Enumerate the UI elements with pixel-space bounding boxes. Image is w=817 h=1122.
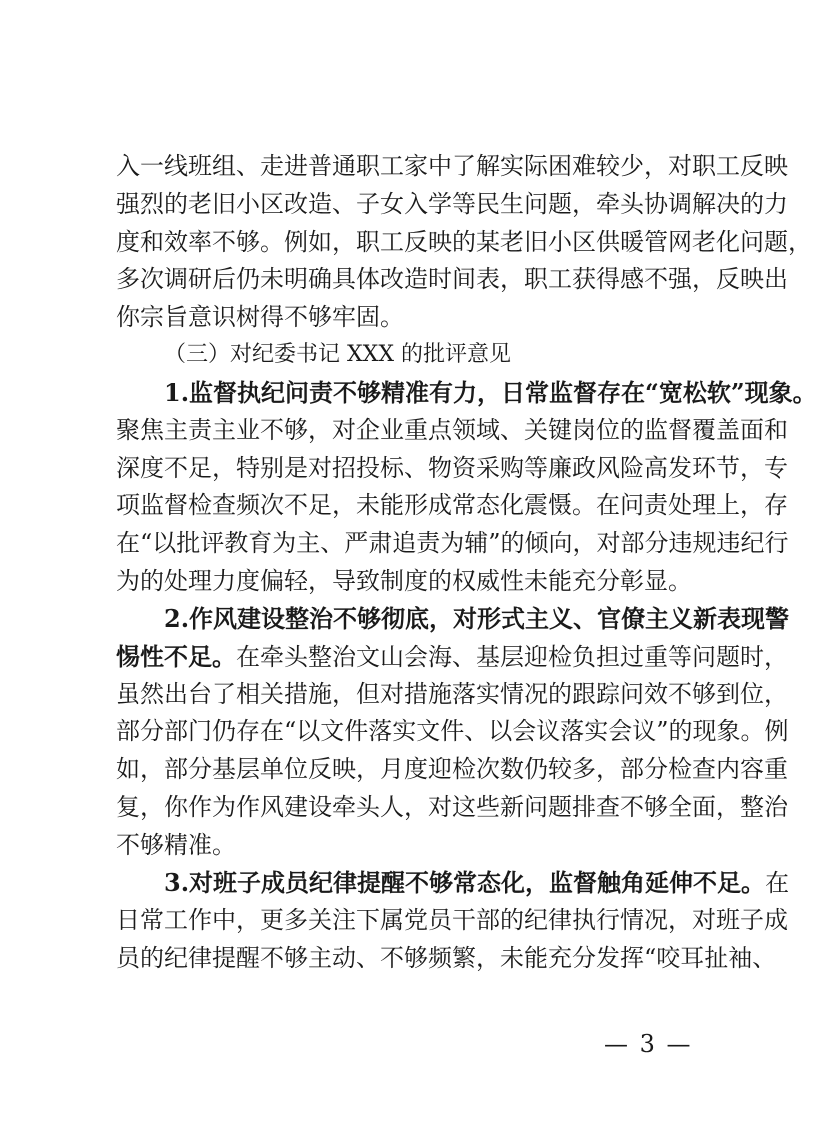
item-1-lead: 1.监督执纪问责不够精准有力，日常监督存在“宽松软”现象。	[164, 378, 817, 407]
text-line: 强烈的老旧小区改造、子女入学等民生问题，牵头协调解决的力	[116, 189, 788, 218]
text-line: 为的处理力度偏轻，导致制度的权威性未能充分彰显。	[116, 566, 692, 595]
item-2-lead-cont: 惕性不足。	[116, 641, 236, 671]
text-line: 聚焦主责主业不够，对企业重点领域、关键岗位的监督覆盖面和	[116, 415, 788, 444]
text-line: 度和效率不够。例如，职工反映的某老旧小区供暖管网老化问题，	[116, 227, 812, 256]
text-line: 在“以批评教育为主、严肃追责为辅”的倾向，对部分违规违纪行	[116, 529, 789, 558]
text-line: 日常工作中，更多关注下属党员干部的纪律执行情况，对班子成	[116, 905, 788, 934]
item-3	[116, 864, 790, 977]
text-line: 项监督检查频次不足，未能形成常态化震慑。在问责处理上，存	[116, 491, 788, 520]
item-3-lead: 3.对班子成员纪律提醒不够常态化，监督触角延伸不足。	[164, 868, 766, 897]
item-2	[116, 600, 790, 865]
text-line: 多次调研后仍未明确具体改造时间表，职工获得感不强，反映出	[116, 265, 788, 294]
text-line	[116, 638, 788, 676]
paragraph-continuation	[116, 148, 812, 337]
text-line: 你宗旨意识树得不够牢固。	[116, 303, 404, 332]
text-line: 深度不足，特别是对招投标、物资采购等廉政风险高发环节，专	[116, 453, 788, 482]
page-number: — 3 —	[604, 1030, 693, 1058]
item-2-lead-rest: 在牵头整治文山会海、基层迎检负担过重等问题时，	[236, 642, 788, 671]
item-3-lead-rest: 在	[765, 869, 790, 897]
text-line: 员的纪律提醒不够主动、不够频繁，未能充分发挥“咬耳扯袖、	[116, 943, 777, 972]
text-line: 不够精准。	[116, 830, 236, 859]
item-2-lead: 2.作风建设整治不够彻底，对形式主义、官僚主义新表现警	[164, 604, 790, 633]
item-1	[116, 374, 817, 601]
text-line: 如，部分基层单位反映，月度迎检次数仍较多，部分检查内容重	[116, 755, 788, 784]
section-heading: （三）对纪委书记 XXX 的批评意见	[164, 342, 511, 367]
text-line: 虽然出台了相关措施，但对措施落实情况的跟踪问效不够到位，	[116, 679, 788, 708]
item-3-lead-line	[116, 864, 790, 902]
text-line: 入一线班组、走进普通职工家中了解实际困难较少，对职工反映	[116, 152, 788, 180]
text-line: 复，你作为作风建设牵头人，对这些新问题排查不够全面，整治	[116, 792, 788, 821]
text-line: 部分部门仍存在“以文件落实文件、以会议落实会议”的现象。例	[116, 717, 789, 746]
